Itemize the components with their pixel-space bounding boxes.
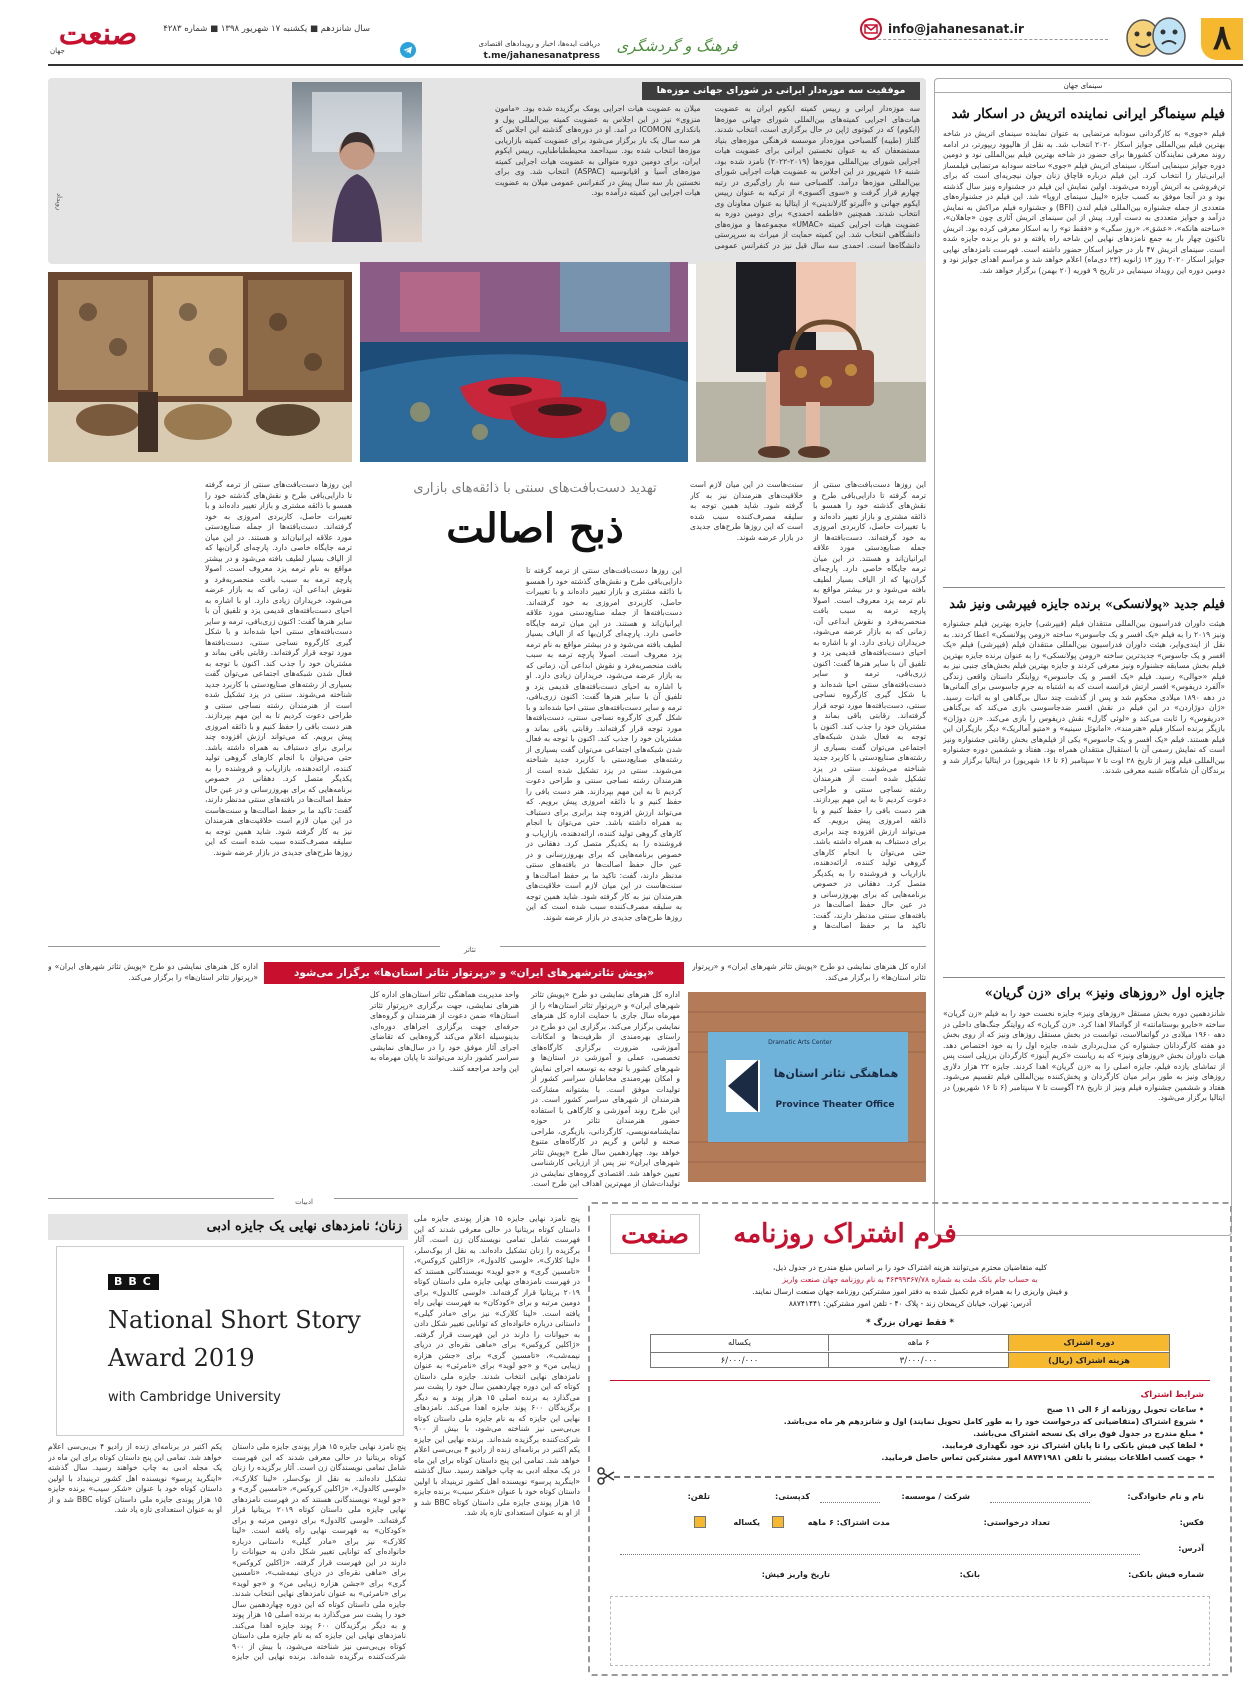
masthead-rule [48, 64, 1243, 66]
literature-body-bottom: پنج نامزد نهایی جایزه ۱۵ هزار پوندی جایزه ملی داستان کوتاه بریتانیا در حالی معرفی شدند که این فهرست شامل تمامی نویسندگان زن است. آثار برگزیده را زنان تشکیل داده‌اند. به نقل از بوک‌سلر، «لینا کلارک»، «لوسی کالدول»، «ژاکلین کروکس»، «تامسین گری» و «جو لوید» نویسندگانی هستند که در فهرست نامزدهای نهایی جایزه ملی داستان کوتاه ۲۰۱۹ بریتانیا قرار گرفته‌اند. «لوسی کالدول» برای دومین مرتبه و برای «کودکان» به فهرست نهایی راه یافته است. «لینا کلارک» نیز برای «مادر گیلی» داستانی درباره خانواده‌ای که توانایی تغییر شکل دادن به حیوانات را دارند در این فهرست قرار گرفته. «ژاکلین کروکس» برای «ماهی نقره‌ای در دریای نیمه‌شب»، «تامسین گری» برای «جشن هزاره زیبایی من» و «جو لوید» برای «نامرئی» به عنوان نامزدهای نهایی انتخاب شدند. جایزه ملی داستان کوتاه که این دوره چهاردهمین سال خود را پشت سر می‌گذارد به برنده اصلی ۱۵ هزار پوند و به دیگر برگزیدگان ۶۰۰ پوند جایزه اهدا می‌کند. نامزدهای نهایی این جایزه که به نام جایزه ملی داستان کوتاه بی‌بی‌سی نیز شناخته می‌شود، با بیش از ۹۰۰ شرکت‌کننده برگزیده شده‌اند. برنده نهایی این جایزه یکم اکتبر در برنامه‌ای زنده از رادیو ۴ بی‌بی‌سی اعلام خواهد شد. تمامی این پنج داستان کوتاه برای این ماه در یک مجله ادبی به چاپ خواهند رسید. سال گذشته «اینگرید پرسو» نویسنده اهل کشور ترینیداد با اولین داستان کوتاه خود با عنوان «شکر سیب» برنده جایزه ۱۵ هزار پوندی جایزه ملی داستان کوتاه BBC شد و از او به عنوان استعدادی تازه یاد شد. [48, 1442, 406, 1661]
form-bank-label: بانک: [959, 1570, 980, 1579]
form-period-checkbox[interactable] [772, 1516, 784, 1528]
price-table-head-half: ۶ ماهه [829, 1335, 1009, 1351]
theater-sign-fa: هماهنگی تئاتر استان‌ها [773, 1067, 899, 1080]
note-2: • شروع اشتراک (متقاضیانی که درخواست خود را به طور کامل تحویل نمایند) اول و شانزدهم هر ماه می‌باشد. [783, 1417, 1204, 1426]
note-4: • لطفا کپی فیش بانکی را تا پایان اشتراک نزد خود نگهداری فرمایید. [941, 1441, 1204, 1450]
telegram-icon[interactable] [400, 42, 416, 58]
theater-body-top: اداره کل هنرهای نمایشی دو طرح «پویش تئاتر شهرهای ایران» و «رپرتوار تئاتر استان‌ها» را برگزار می‌کند. [48, 962, 258, 982]
article-oscar-body: فیلم «جوی» به کارگردانی سودابه مرتضایی به عنوان نماینده سینمای اتریش در شاخه بهترین فیلم بین‌المللی جوایز اسکار ۲۰۲۰ انتخاب شد. به نقل از هالیوود ریپورتر، در ادامه روند معرفی نمایندگان کشورها برای حضور در شاخه بهترین فیلم بین‌المللی نود و دومین دوره جوایز سینمایی اسکار، سینمای اتریش فیلم «جوی» ساخته سودابه مرتضایی فیلمساز ایرانی‌تبار را انتخاب کرد. این فیلم درباره قاچاق زنان جوان نیجریه‌ای است که برای تن‌فروشی به اتریش آورده می‌شوند. اولین نمایش این فیلم در جشنواره ونیز سال گذشته بود و در آنجا موفق به کسب جایزه «لیبل سینمای اروپا» شد. این فیلم در جشنواره‌های متعددی از جمله جشنواره بین‌المللی فیلم لندن (BFI) و جشنواره فیلم مراکش به نمایش درآمد و جوایز متعددی به دست آورد. پیش از این سینمای اتریش آثاری چون «جاهلان»، «ساخته هانکه»، «عشق»، «روز سگی» و «فقط تو» را به اسکار معرفی کرده بود. اتریش تاکنون چهار بار به جمع نامزدهای نهایی این شاخه راه یافته و دو بار برنده جایزه شده است. سینمای اتریش ۴۷ بار در جوایز اسکار حضور داشته است. فهرست نامزدهای نهایی جوایز اسکار ۲۰۲۰ روز ۱۳ ژانویه (۲۳ دی‌ماه) اعلام خواهد شد و مراسم اهدای جوایز نود و دومین دوره این رویداد سینمایی در تاریخ ۹ فوریه (۲۰ بهمن) برگزار خواهد شد. [943, 129, 1225, 275]
bbc-logo [108, 1272, 178, 1292]
logo-text: صنعت [58, 17, 138, 52]
theater-title: «پویش تئاترشهرهای ایران» و «رپرتوار تئاتر استان‌ها» برگزار می‌شود [294, 967, 654, 979]
top-story-body: سه موزه‌دار ایرانی و رییس کمیته ایکوم ایران به عضویت هیات‌های اجرایی کمیته‌های بین‌المللی شورای جهانی موزه‌ها (ایکوم) که در کیوتوی ژاپن در حال برگزاری است، انتخاب شدند. گلناز (طیبه) گلصباحی موزه‌دار موسسه فرهنگی موزه‌های بنیاد مستضعفان که به عنوان نخستین ایرانی برای عضویت هیات اجرایی شورای بین‌المللی موزه‌ها (۲۰۱۹-۲۰۲۲) نامزد شده بود، شنبه ۱۶ شهریور در این اجلاس به عضویت هیات اجرایی شورای بین‌المللی موزه‌ها درآمد. گلصباحی سه بار رای‌گیری در رتبه چهارم قرار گرفت و «سوی آکسوی» از ترکیه به عنوان رییس ایکوم جهانی و «آلبرتو گارلاندینی» از ایتالیا به عنوان معاونان وی انتخاب شدند. همچنین «فاطمه احمدی» برای دومین دوره به عضویت هیات اجرایی کمیته «UMAC» مجموعه‌ها و موزه‌های دانشگاهی انتخاب شد. این کمیته حمایت از میراث به سرپرستی دانشگاه‌ها است. احمدی سه سال قبل نیز در کنفرانس عمومی میلان به عضویت هیات اجرایی یومک برگزیده شده بود. «مامون منزوی» نیز در این اجلاس به عضویت کمیته بین‌المللی پول و بانکداری ICOMON در آمد. او در دوره‌های گذشته این اجلاس که هر سه سال یک بار برگزار می‌شود برای عضویت کمیته بازاریابی موزه‌ها انتخاب شده بود. سیداحمد محیططباطبایی، رییس ایکوم ایران، برای دومین دوره متوالی به عضویت هیات اجرایی کمیته موزه‌های آسیا و اقیانوسیه (ASPAC) انتخاب شد. وی برای نخستین بار سه سال پیش در کنفرانس عمومی میلان به عضویت هیات اجرایی این کمیته درآمده بود. [495, 104, 920, 250]
theater-sign-en: Province Theater Office [775, 1100, 895, 1110]
article-venice-days-title: جایزه اول «روزهای ونیز» برای «زن گریان» [984, 986, 1225, 1001]
price-table-head-label: دوره اشتراک [1009, 1335, 1169, 1351]
telegram-caption: دریافت ایده‌ها، اخبار و رویدادهای اقتصادی [478, 40, 600, 48]
masthead [0, 0, 1253, 72]
form-receipt-label: شماره فیش بانکی: [1128, 1570, 1204, 1579]
price-half: ۳/۰۰۰/۰۰۰ [829, 1352, 1009, 1368]
award-line-3: with Cambridge University [108, 1390, 281, 1405]
subscription-region: * فقط تهران بزرگ * [866, 1318, 954, 1328]
price-table-head-year: یکساله [651, 1335, 829, 1351]
literature-body-right: پنج نامزد نهایی جایزه ۱۵ هزار پوندی جایزه ملی داستان کوتاه بریتانیا در حالی معرفی شدند که این فهرست شامل تمامی نویسندگان زن است. آثار برگزیده را زنان تشکیل داده‌اند. به نقل از بوک‌سلر، «لینا کلارک»، «لوسی کالدول»، «ژاکلین کروکس»، «تامسین گری» و «جو لوید» نویسندگانی هستند که در فهرست نامزدهای نهایی جایزه ملی داستان کوتاه ۲۰۱۹ بریتانیا قرار گرفته‌اند. «لوسی کالدول» برای دومین مرتبه و برای «کودکان» به فهرست نهایی راه یافته است. «لینا کلارک» نیز برای «مادر گیلی» داستانی درباره خانواده‌ای که توانایی تغییر شکل دادن به حیوانات را دارند در این فهرست قرار گرفته. «ژاکلین کروکس» برای «ماهی نقره‌ای در دریای نیمه‌شب»، «تامسین گری» برای «جشن هزاره زیبایی من» و «جو لوید» برای «نامرئی» به عنوان نامزدهای نهایی انتخاب شدند. جایزه ملی داستان کوتاه که این دوره چهاردهمین سال خود را پشت سر می‌گذارد به برنده اصلی ۱۵ هزار پوند و به دیگر برگزیدگان ۶۰۰ پوند جایزه اهدا می‌کند. نامزدهای نهایی این جایزه که به نام جایزه ملی داستان کوتاه بی‌بی‌سی نیز شناخته می‌شود، با بیش از ۹۰۰ شرکت‌کننده برگزیده شده‌اند. برنده نهایی این جایزه یکم اکتبر در برنامه‌ای زنده از رادیو ۴ بی‌بی‌سی اعلام خواهد شد. تمامی این پنج داستان کوتاه برای این ماه در یک مجله ادبی به چاپ خواهند رسید. سال گذشته «اینگرید پرسو» نویسنده اهل کشور ترینیداد با اولین داستان کوتاه خود با عنوان «شکر سیب» برنده جایزه ۱۵ هزار پوندی جایزه ملی داستان کوتاه BBC شد و از او به عنوان استعدادی تازه یاد شد. [414, 1214, 580, 1517]
note-3: • مبلغ مندرج در جدول فوق برای یک نسخه اشتراک می‌باشد. [973, 1429, 1204, 1438]
price-table [650, 1334, 1170, 1368]
article-oscar-title: فیلم سینماگر ایرانی نماینده اتریش در اسکار شد [951, 106, 1225, 122]
cinema-tag [935, 79, 1231, 93]
subscription-intro-3: و فیش واریزی را به همراه فرم تکمیل شده به دفتر امور مشترکین روزنامه جهان صنعت ارسال نمایند. [752, 1287, 1068, 1296]
feature-body-left: این روزها دست‌بافت‌های سنتی از ترمه گرفته تا دارایی‌بافی طرح و نقش‌های گذشته خود را همسو با ذائقه مشتری و بازار تغییر داده‌اند و با تغییرات حاصل، کاربردی امروزی به خود گرفته‌اند. دست‌بافته‌ها از جمله صنایع‌دستی مورد علاقه ایرانیان‌اند و هستند. در این میان ترمه جایگاه خاصی دارد. پارچه‌ای گران‌بها که از الیاف بسیار لطیف بافته می‌شود و در بیشتر مواقع به نام ترمه یزد معروف است. اصولا پارچه ترمه به سبب بافت منحصربه‌فرد و نقوش ابداعی آن، زمانی که به بازار عرضه می‌شود، خریداران زیادی دارد. او با اشاره به احیای دست‌بافته‌های قدیمی یزد و تلفیق آن با سایر هنرها گفت: اکنون زری‌بافی، ترمه و سایر دست‌بافته‌های سنتی احیا شده‌اند و با شکل گیری کارگروه نساجی سنتی، دست‌بافته‌ها مورد توجه قرار گرفته‌اند. رقابتی باقی بماند و مشتریان خود را جذب کند. اکنون با توجه به فعال شدن شبکه‌های اجتماعی می‌توان گفت بسیاری از رشته‌های صنایع‌دستی با کاربرد جدید شناخته می‌شوند. سنتی در یزد تشکیل شده است از هنرمندان رشته نساجی سنتی و طراحی دعوت کردیم تا به این مهم بپردازند. هنر دست بافی را حفظ کنیم و با ذائقه امروزی پیش برویم. که می‌تواند ارزش افزوده چند برابری برای دستباف به همراه داشته باشد. حتی می‌توان با انجام کارهای گروهی تولید کننده، ارائه‌دهنده، بازاریاب و فروشنده را به یکدیگر متصل کرد. دهقانی در خصوص برنامه‌هایی که برای بهروزرسانی و در عین حال حفظ اصالت‌ها در بافته‌های سنتی مدنظر دارند، گفت: تاکید ما بر حفظ اصالت‌ها و سنت‌هاست در این میان لازم است خلاقیت‌های هنرمندان نیز به کار گرفته شود. شاید همین توجه به سلیقه مصرف‌کننده سبب شده است که این روزها طرح‌های جدیدی در بازار عرضه شوند. [205, 480, 352, 857]
notes-title: شرایط اشتراک [1140, 1390, 1204, 1400]
section-title: فرهنگ و گردشگری [616, 37, 738, 55]
form-address-label: آدرس: [1178, 1544, 1204, 1553]
price-table-price-label: هزینه اشتراک (ریال) [1009, 1352, 1169, 1368]
scissors-icon [596, 1466, 616, 1486]
top-story-title: موفقیت سه موزه‌دار ایرانی در شورای جهانی موزه‌ها [656, 85, 906, 96]
subscription-title: فرم اشتراک روزنامه [733, 1219, 957, 1249]
subscription-intro-2: به حساب جام بانک ملت به شماره ۴۶۳۹۹۳۶۷/۷۸ به نام روزنامه جهان صنعت واریز [782, 1275, 1038, 1284]
photo-handbag-legs [696, 262, 926, 462]
form-date-label: تاریخ واریز فیش: [761, 1570, 830, 1579]
form-company-input[interactable] [820, 1502, 880, 1503]
note-5: • جهت کسب اطلاعات بیشتر با تلفن ۸۸۷۴۱۹۸۱ امور مشترکین تماس حاصل فرمایید. [881, 1453, 1204, 1462]
feature-headline: ذبح اصالت [446, 505, 624, 552]
form-company-label: شرکت / موسسه: [901, 1492, 970, 1501]
logo-sub: جهان [50, 47, 65, 55]
cinema-tag-label: سینمای جهان [1063, 82, 1103, 90]
page-number: ۸ [1212, 18, 1232, 58]
feature-body-center: این روزها دست‌بافت‌های سنتی از ترمه گرفته تا دارایی‌بافی طرح و نقش‌های گذشته خود را همسو با ذائقه مشتری و بازار تغییر داده‌اند و با تغییرات حاصل، کاربردی امروزی به خود گرفته‌اند. دست‌بافته‌ها از جمله صنایع‌دستی مورد علاقه ایرانیان‌اند و هستند. در این میان ترمه جایگاه خاصی دارد. پارچه‌ای گران‌بها که از الیاف بسیار لطیف بافته می‌شود و در بیشتر مواقع به نام ترمه یزد معروف است. اصولا پارچه ترمه به سبب بافت منحصربه‌فرد و نقوش ابداعی آن، زمانی که به بازار عرضه می‌شود، خریداران زیادی دارد. او با اشاره به احیای دست‌بافته‌های قدیمی یزد و تلفیق آن با سایر هنرها گفت: اکنون زری‌بافی، ترمه و سایر دست‌بافته‌های سنتی احیا شده‌اند و با شکل گیری کارگروه نساجی سنتی، دست‌بافته‌ها مورد توجه قرار گرفته‌اند. رقابتی باقی بماند و مشتریان خود را جذب کند. اکنون با توجه به فعال شدن شبکه‌های اجتماعی می‌توان گفت بسیاری از رشته‌های صنایع‌دستی با کاربرد جدید شناخته می‌شوند. سنتی در یزد تشکیل شده است از هنرمندان رشته نساجی سنتی و طراحی دعوت کردیم تا به این مهم بپردازند. هنر دست بافی را حفظ کنیم و با ذائقه امروزی پیش برویم. که می‌تواند ارزش افزوده چند برابری برای دستباف به همراه داشته باشد. حتی می‌توان با انجام کارهای گروهی تولید کننده، ارائه‌دهنده، بازاریاب و فروشنده را به یکدیگر متصل کرد. دهقانی در خصوص برنامه‌هایی که برای بهروزرسانی و در عین حال حفظ اصالت‌ها در بافته‌های سنتی مدنظر دارند، گفت: تاکید ما بر حفظ اصالت‌ها و سنت‌هاست در این میان لازم است خلاقیت‌های هنرمندان نیز به کار گرفته شود. شاید همین توجه به سلیقه مصرف‌کننده سبب شده است که این روزها طرح‌های جدیدی در بازار عرضه شوند. [526, 566, 682, 922]
form-year-label: یکساله [733, 1518, 760, 1527]
form-phone-label: تلفن: [687, 1492, 710, 1501]
photo-termeh-shoes [360, 262, 688, 462]
date-line: سال شانزدهم ■ یکشنبه ۱۷ شهریور ۱۳۹۸ ■ شماره ۴۲۸۳ [163, 24, 370, 34]
right-column [934, 78, 1232, 1236]
bbc-logo-text: BBC [108, 1274, 159, 1290]
subscription-logo: صنعت [610, 1214, 700, 1254]
form-address-input[interactable] [620, 1554, 1140, 1555]
form-copies-label: تعداد درخواستی: [983, 1518, 1050, 1527]
newspaper-logo [48, 16, 148, 60]
literature-title: زنان؛ نامزدهای نهایی یک جایزه ادبی [206, 1219, 402, 1234]
theater-sign-top: Dramatic Arts Center [768, 1039, 832, 1046]
theater-sign-photo [688, 992, 926, 1182]
form-signature-box[interactable] [610, 1596, 1210, 1666]
form-fax-label: فکس: [1179, 1518, 1204, 1527]
award-line-1: National Short Story [108, 1306, 361, 1334]
form-job-label: کدپستی: [775, 1492, 810, 1501]
form-period-label: مدت اشتراک: ۶ ماهه [807, 1518, 890, 1527]
email-text[interactable]: info@jahanesanat.ir [888, 22, 1024, 36]
theater-tag: تئاتر [440, 944, 500, 956]
divider [943, 587, 1225, 588]
feature-body-right: این روزها دست‌بافت‌های سنتی از ترمه گرفته تا دارایی‌بافی طرح و نقش‌های گذشته خود را همسو با ذائقه مشتری و بازار تغییر داده‌اند و با تغییرات حاصل، کاربردی امروزی به خود گرفته‌اند. دست‌بافته‌ها از جمله صنایع‌دستی مورد علاقه ایرانیان‌اند و هستند. در این میان ترمه جایگاه خاصی دارد. پارچه‌ای گران‌بها که از الیاف بسیار لطیف بافته می‌شود و در بیشتر مواقع به نام ترمه یزد معروف است. اصولا پارچه ترمه به سبب بافت منحصربه‌فرد و نقوش ابداعی آن، زمانی که به بازار عرضه می‌شود، خریداران زیادی دارد. او با اشاره به احیای دست‌بافته‌های قدیمی یزد و تلفیق آن با سایر هنرها گفت: اکنون زری‌بافی، ترمه و سایر دست‌بافته‌های سنتی احیا شده‌اند و با شکل گیری کارگروه نساجی سنتی، دست‌بافته‌ها مورد توجه قرار گرفته‌اند. رقابتی باقی بماند و مشتریان خود را جذب کند. اکنون با توجه به فعال شدن شبکه‌های اجتماعی می‌توان گفت بسیاری از رشته‌های صنایع‌دستی با کاربرد جدید شناخته می‌شوند. سنتی در یزد تشکیل شده است از هنرمندان رشته نساجی سنتی و طراحی دعوت کردیم تا به این مهم بپردازند. هنر دست بافی را حفظ کنیم و با ذائقه امروزی پیش برویم. که می‌تواند ارزش افزوده چند برابری برای دستباف به همراه داشته باشد. حتی می‌توان با انجام کارهای گروهی تولید کننده، ارائه‌دهنده، بازاریاب و فروشنده را به یکدیگر متصل کرد. دهقانی در خصوص برنامه‌هایی که برای بهروزرسانی و در عین حال حفظ اصالت‌ها در بافته‌های سنتی مدنظر دارند، گفت: تاکید ما بر حفظ اصالت‌ها و سنت‌هاست در این میان لازم است خلاقیت‌های هنرمندان نیز به کار گرفته شود. شاید همین توجه به سلیقه مصرف‌کننده سبب شده است که این روزها طرح‌های جدیدی در بازار عرضه شوند. [690, 480, 926, 930]
form-divider [610, 1380, 1210, 1381]
mail-icon [860, 18, 882, 40]
subscription-intro-4: آدرس: تهران، خیابان کریمخان زند - پلاک ۴۰ - تلفن امور مشترکین: ۸۸۷۴۱۴۴۱ [788, 1299, 1032, 1308]
subscription-intro-1: کلیه متقاضیان محترم می‌توانند هزینه اشتراک خود را بر اساس مبلغ مندرج در جدول ذیل، [772, 1263, 1048, 1272]
form-name-label: نام و نام خانوادگی: [1127, 1492, 1204, 1501]
subscription-form [588, 1202, 1232, 1676]
top-story-photo-caption: رویداد [55, 192, 63, 210]
theater-masks-icon [1121, 12, 1191, 62]
note-1: • ساعات تحویل روزنامه از ۶ الی ۱۱ صبح [1046, 1405, 1204, 1414]
literature-tag: ادبیات [274, 1196, 334, 1208]
telegram-handle[interactable]: t.me/jahanesanatpress [483, 51, 600, 61]
award-line-2: Award 2019 [108, 1344, 255, 1372]
article-venice-days-body: شانزدهمین دوره بخش مستقل «روزهای ونیز» جایزه نخست خود را به فیلم «زن گریان» ساخته «خایرو بوستامانته» از گواتمالا اهدا کرد. «زن گریان» که روایتگر جنگ‌های داخلی در دهه ۱۹۶۰ میلادی در گواتمالاست، توانست در بخش مستقل روزهای ونیز که از روی بخش دو هفته کارگردانان جشنواره کن مدل‌برداری شده، جایزه اول را به خود اختصاص دهد. هیات داوران بخش «روزهای ونیز» که به ریاست «کریم آینوز» کارگردان برزیلی است پس از تماشای یازده فیلم، جایزه اصلی را به «زن گریان» اهدا کردند. جایزه ۲۲ هزار دلاری روزهای ونیز به طور برابر میان کارگردان و پخش‌کننده بین‌المللی فیلم تقسیم می‌شود. هفتاد و ششمین جشنواره فیلم ونیز از تاریخ ۲۸ آگوست تا ۷ سپتامبر (۶ تا ۱۶ شهریور) در ایتالیا برگزار می‌شود. [943, 1009, 1225, 1102]
price-year: ۶/۰۰۰/۰۰۰ [651, 1352, 829, 1368]
article-polanski-body: هیئت داوران فدراسیون بین‌المللی منتقدان فیلم (فیپرشی) جایزه بهترین فیلم جشنواره ونیز ۲۰۱۹ را به فیلم «یک افسر و یک جاسوس» ساخته «رومن پولانسکی» اعطا کردند. به نقل از ایندی‌وایر، هیئت داوران فدراسیون بین‌المللی منتقدان فیلم (فیپرشی) فیلم «یک افسر و یک جاسوس» جدیدترین ساخته «رومن پولانسکی» را به عنوان برنده جایزه بهترین فیلم بخش مسابقه جشنواره ونیز معرفی کردند و جایزه بهترین فیلم بخش‌های جنبی نیز به فیلم «حوالی» رسید. فیلم «یک افسر و یک جاسوس» روایتگر داستان واقعی زندگی «آلفرد دریفوس» افسر ارتش فرانسه است که به اشتباه به جرم جاسوسی برای آلمانی‌ها در دهه ۱۸۹۰ میلادی محکوم شد و پس از گذشت چند سال بی‌گناهی او به اثبات رسید. «ژان دوژاردن» در این فیلم در نقش افسر ضدجاسوسی بازی می‌کند که بی‌گناهی «دریفوس» را ثابت می‌کند و «لوئی گارل» نقش دریفوس را بازی می‌کند. «زن دوژان» بازیگر برنده اسکار فیلم «هنرمند»، «امانوئل سینیه» و «متیو آمالریک» دیگر بازیگران این فیلم هستند. فیلم «یک افسر و یک جاسوس» یکی از فیلم‌های بخش رقابتی جشنواره ونیز است که نمایش رسمی آن با استقبال منتقدان همراه بود. هفتاد و ششمین دوره جشنواره بین‌المللی فیلم ونیز از تاریخ ۲۸ اوت تا ۷ سپتامبر (۶ تا ۱۶ شهریور) در ایتالیا برگزار شد و برندگان آن شامگاه شنبه معرفی شدند. [943, 619, 1225, 775]
form-year-checkbox[interactable] [694, 1516, 706, 1528]
top-story-photo [292, 82, 422, 242]
theater-intro: اداره کل هنرهای نمایشی دو طرح «پویش تئاتر شهرهای ایران» و «رپرتوار تئاتر استان‌ها» را برگزار می‌کند. [692, 962, 926, 982]
cut-line [614, 1476, 1214, 1478]
feature-kicker: تهدید دست‌بافت‌های سنتی با ذائقه‌های بازاری [413, 481, 657, 496]
photo-bags-shop [48, 272, 352, 462]
article-polanski-title: فیلم جدید «پولانسکی» برنده جایزه فیپرشی ونیز شد [949, 596, 1225, 611]
form-name-input[interactable] [990, 1502, 1090, 1503]
theater-body: اداره کل هنرهای نمایشی دو طرح «پویش تئاتر شهرهای ایران» و «رپرتوار تئاتر استان‌ها» را از مهرماه سال جاری با حمایت اداره کل هنرهای نمایشی برگزار می‌کند. برگزاری این دو طرح در راستای بهره‌مندی از ظرفیت‌ها و امکانات آموزشی، ضرورت برگزاری کارگاه‌های تخصصی، عملی و آموزشی در استان‌ها و شهرهای کشور با توجه به توسعه اجرای نمایش و امکان بهره‌مندی مخاطبان سراسر کشور از تولیدات موفق است. با بشتوانه مشارکت هنرمندان از شهرهای سراسر کشور است. در این طرح روند آموزشی و کارگاهی با استفاده حضور هنرمندان تئاتر در حوزه نمایشنامه‌نویسی، کارگردانی، بازیگری، طراحی صحنه و لباس و گریم در کارگاه‌های متنوع خواهد بود. چهاردهمین سال طرح «پویش تئاتر شهرهای ایران» نیز پس از ارزیابی کارشناسی تعیین خواهد شد. اقتصادی گروه‌های نمایشی در تولیدات‌شان از مهم‌ترین اهداف این طرح است. واحد مدیریت هماهنگی تئاتر استان‌های اداره کل هنرهای نمایشی، جهت برگزاری «رپرتوار تئاتر استان‌ها» ضمن دعوت از هنرمندان و گروه‌های حرفه‌ای جهت برگزاری اجراهای دوره‌ای، بدینوسیله اعلام می‌کند گروه‌هایی که تقاضای اجرای آثار موفق خود را در سال‌های نمایشی سراسر کشور دارند می‌توانند تا پایان مهرماه به این واحد مراجعه کنند. [370, 990, 680, 1188]
divider [943, 977, 1225, 978]
